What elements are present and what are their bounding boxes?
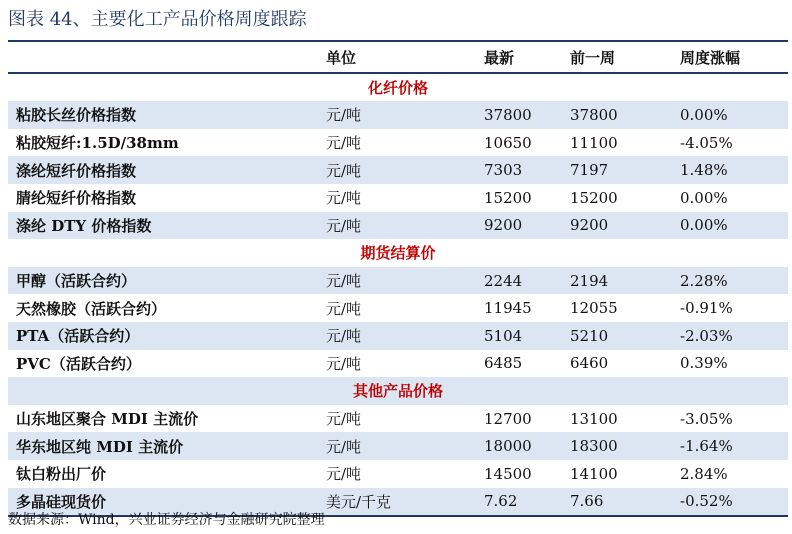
latest-price-cell: 18000: [470, 432, 556, 460]
weekly-change-cell: -2.03%: [666, 322, 788, 350]
section-label: 化纤价格: [367, 78, 428, 97]
table-header-row: [8, 44, 788, 73]
prev-week-price-cell: 2194: [556, 267, 666, 295]
product-name-cell: 粘胶短纤:1.5D/38mm: [16, 134, 179, 153]
product-name-cell: 山东地区聚合 MDI 主流价: [16, 410, 199, 429]
product-name-cell: 甲醇（活跃合约）: [8, 267, 314, 295]
table-row: [8, 184, 788, 212]
weekly-change-cell: 0.00%: [680, 188, 728, 207]
header-latest: 最新: [470, 44, 556, 73]
unit-cell: 元/吨: [326, 189, 362, 208]
header-prev-week: 前一周: [556, 44, 666, 73]
prev-week-price-cell: 13100: [570, 409, 618, 428]
product-name-cell: PVC（活跃合约）: [16, 354, 141, 373]
table-row: [8, 460, 788, 488]
prev-week-price-cell: 7197: [556, 156, 666, 184]
product-name-cell: 钛白粉出厂价: [16, 465, 107, 484]
table-row: [8, 322, 788, 350]
latest-price-cell: 15200: [484, 188, 532, 207]
product-name-cell: 涤纶 DTY 价格指数: [8, 212, 314, 240]
prev-week-price-cell: 12055: [570, 299, 618, 318]
prev-week-price-cell: 7.66: [556, 488, 666, 517]
table-row: [8, 267, 788, 295]
prev-week-price-cell: 5210: [556, 322, 666, 350]
prev-week-price-cell: 14100: [570, 464, 618, 483]
figure-title: 图表 44、主要化工产品价格周度跟踪: [8, 9, 307, 30]
prev-week-price-cell: 11100: [570, 133, 618, 152]
table-row: [8, 156, 788, 184]
unit-cell: 美元/千克: [314, 488, 470, 517]
latest-price-cell: 5104: [470, 322, 556, 350]
product-name-cell: 华东地区纯 MDI 主流价: [8, 432, 314, 460]
unit-cell: 元/吨: [326, 410, 362, 429]
header-unit: 单位: [314, 44, 470, 73]
product-name-cell: 腈纶短纤价格指数: [16, 189, 137, 208]
weekly-change-cell: 1.48%: [666, 156, 788, 184]
source-note: 数据来源：Wind，兴业证券经济与金融研究院整理: [8, 512, 325, 528]
product-name-cell: 涤纶短纤价格指数: [8, 156, 314, 184]
latest-price-cell: 14500: [484, 464, 532, 483]
unit-cell: 元/吨: [314, 267, 470, 295]
table-row: [8, 129, 788, 157]
section-label: 期货结算价: [360, 244, 436, 263]
product-name-cell: 粘胶长丝价格指数: [8, 101, 314, 129]
latest-price-cell: 37800: [470, 101, 556, 129]
section-label: 其他产品价格: [8, 377, 788, 405]
table-row: [8, 432, 788, 460]
product-name-cell: 天然橡胶（活跃合约）: [16, 299, 167, 318]
latest-price-cell: 11945: [484, 299, 532, 318]
header-name-cell: [8, 44, 314, 73]
unit-cell: 元/吨: [314, 212, 470, 240]
product-name-cell: 多晶硅现货价: [8, 488, 314, 517]
unit-cell: 元/吨: [314, 322, 470, 350]
weekly-change-cell: 0.00%: [666, 101, 788, 129]
table-row: [8, 405, 788, 433]
unit-cell: 元/吨: [326, 465, 362, 484]
weekly-change-cell: -4.05%: [680, 133, 733, 152]
top-rule: [8, 40, 788, 42]
prev-week-price-cell: 18300: [556, 432, 666, 460]
product-name-cell: PTA（活跃合约）: [8, 322, 314, 350]
table-row: [8, 212, 788, 240]
prev-week-price-cell: 15200: [570, 188, 618, 207]
section-header-row: [8, 239, 788, 267]
table-row: [8, 350, 788, 378]
section-header-row: [8, 377, 788, 405]
section-header-row: [8, 73, 788, 102]
price-table-body: [8, 44, 788, 516]
prev-week-price-cell: 37800: [556, 101, 666, 129]
prev-week-price-cell: 9200: [556, 212, 666, 240]
latest-price-cell: 2244: [470, 267, 556, 295]
weekly-change-cell: -3.05%: [680, 409, 733, 428]
unit-cell: 元/吨: [314, 432, 470, 460]
latest-price-cell: 10650: [484, 133, 532, 152]
weekly-change-cell: 2.28%: [666, 267, 788, 295]
weekly-change-cell: 0.00%: [666, 212, 788, 240]
latest-price-cell: 7303: [470, 156, 556, 184]
unit-cell: 元/吨: [326, 299, 362, 318]
weekly-change-cell: 0.39%: [680, 354, 728, 373]
unit-cell: 元/吨: [326, 354, 362, 373]
prev-week-price-cell: 6460: [570, 354, 609, 373]
unit-cell: 元/吨: [326, 134, 362, 153]
unit-cell: 元/吨: [314, 156, 470, 184]
unit-cell: 元/吨: [314, 101, 470, 129]
weekly-change-cell: 2.84%: [680, 464, 728, 483]
header-weekly-change: 周度涨幅: [666, 44, 788, 73]
latest-price-cell: 9200: [470, 212, 556, 240]
weekly-change-cell: -1.64%: [666, 432, 788, 460]
latest-price-cell: 12700: [484, 409, 532, 428]
table-row: [8, 294, 788, 322]
weekly-change-cell: -0.91%: [680, 299, 733, 318]
latest-price-cell: 7.62: [470, 488, 556, 517]
table-row: [8, 101, 788, 129]
price-table: [8, 44, 788, 517]
latest-price-cell: 6485: [484, 354, 523, 373]
weekly-change-cell: -0.52%: [666, 488, 788, 517]
